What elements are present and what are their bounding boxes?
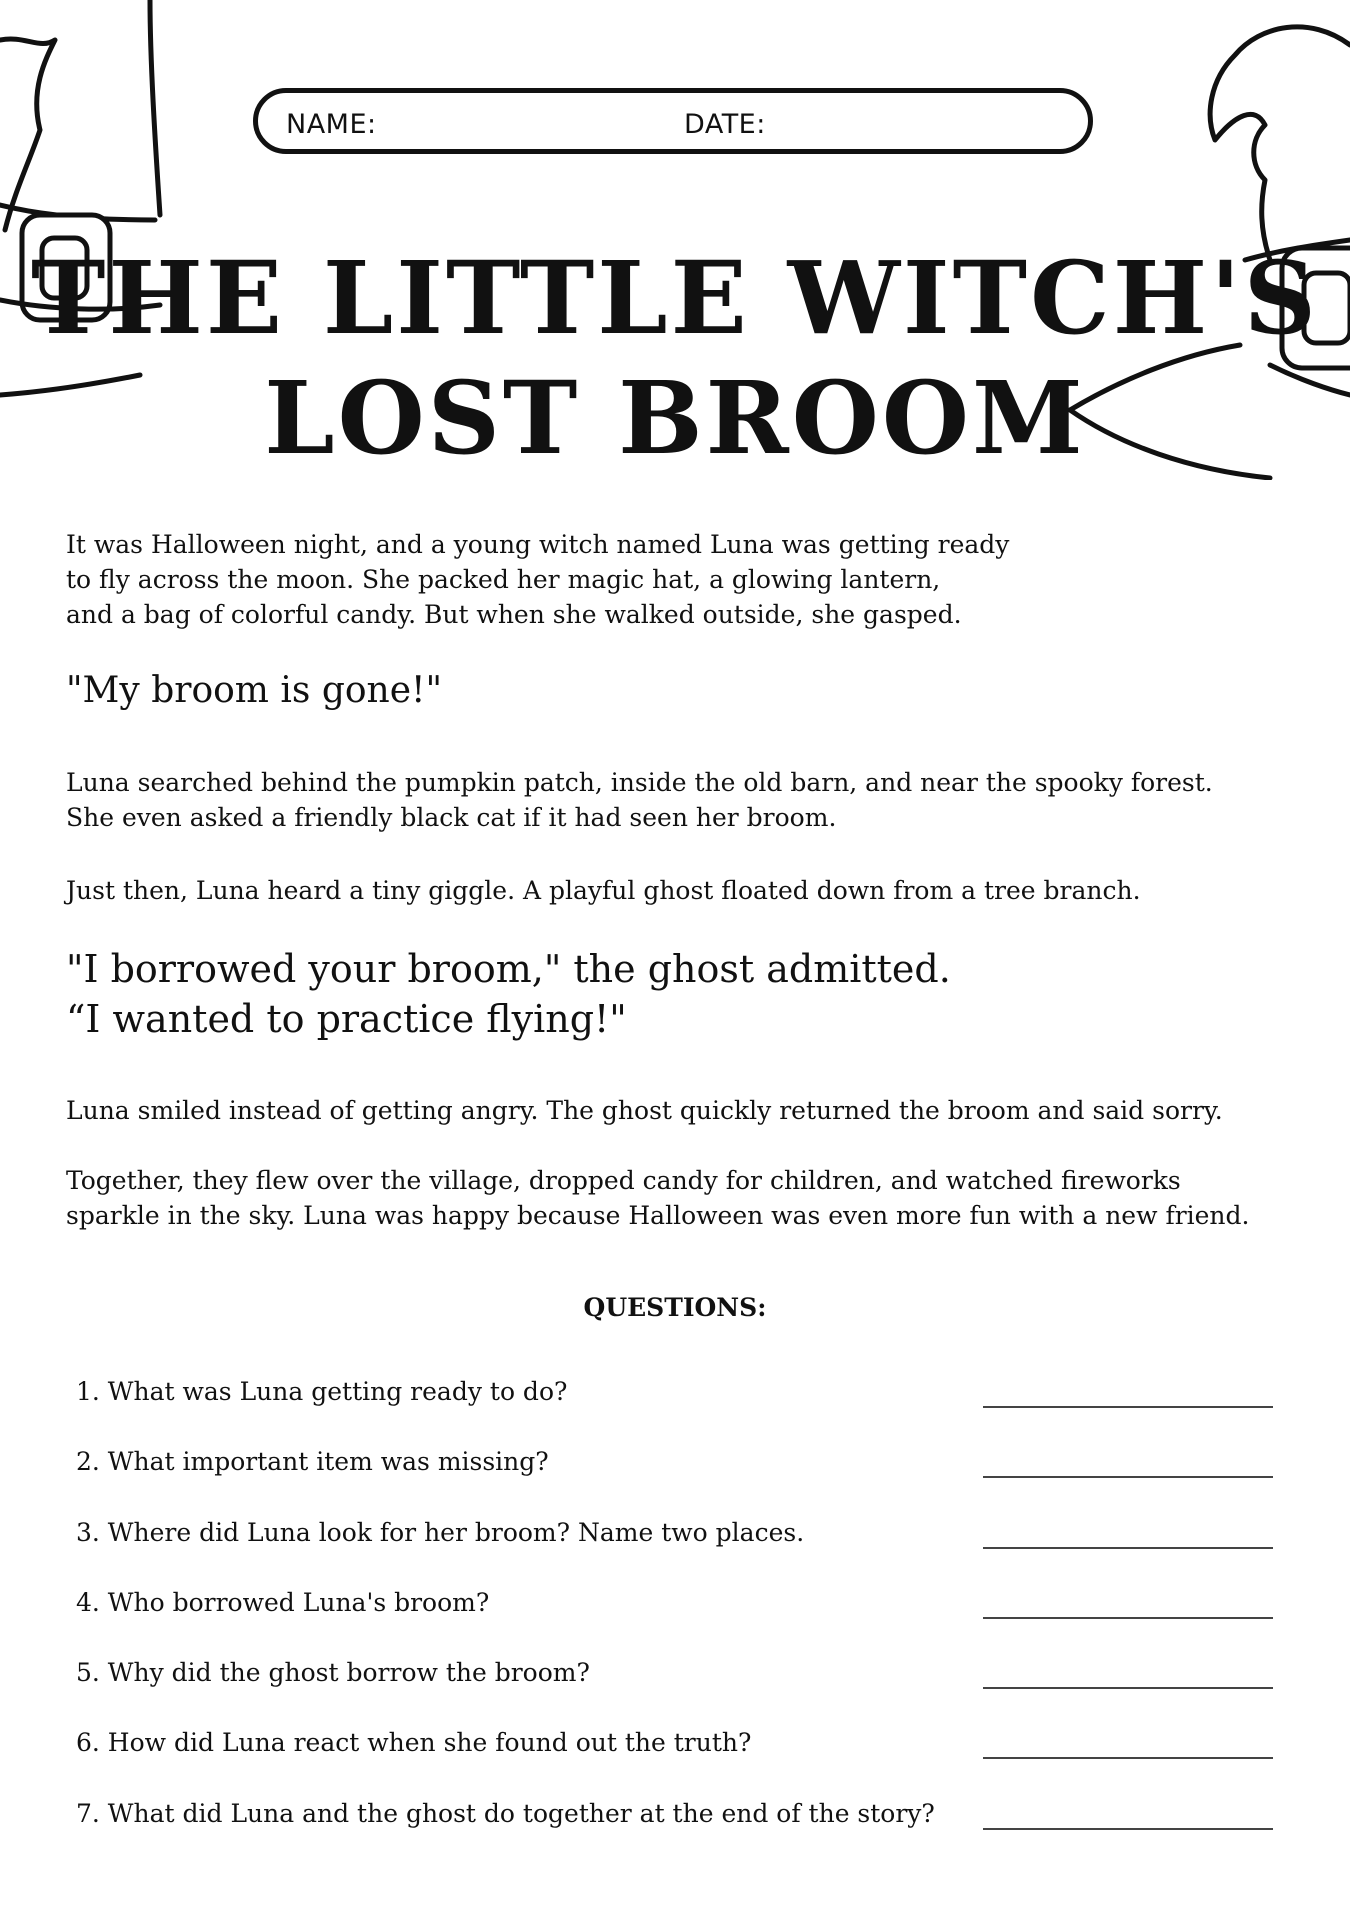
name-label: NAME:	[286, 109, 377, 140]
name-date-box	[253, 88, 1093, 154]
question-item	[76, 1375, 1276, 1445]
story-paragraph-1: It was Halloween night, and a young witch named Luna was getting ready to fly across the moon. She packed her magic hat, a glowing lantern, and a bag of colorful candy. But when she walked outside, she gasped.	[66, 530, 1010, 629]
question-text: 7. What did Luna and the ghost do together at the end of the story?	[76, 1798, 935, 1828]
story-paragraph-5: Together, they flew over the village, dropped candy for children, and watched fireworks sparkle in the sky. Luna was happy because Halloween was even more fun with a new friend.	[66, 1166, 1250, 1230]
story-quote-2: "I borrowed your broom," the ghost admitted. “I wanted to practice flying!"	[66, 947, 951, 1041]
question-text: 5. Why did the ghost borrow the broom?	[76, 1658, 590, 1688]
story-paragraph-2: Luna searched behind the pumpkin patch, inside the old barn, and near the spooky forest. She even asked a friendly black cat if it had seen her broom.	[66, 768, 1213, 832]
question-text: 6. How did Luna react when she found out the truth?	[76, 1728, 752, 1758]
answer-line	[983, 1476, 1273, 1478]
question-text: 2. What important item was missing?	[76, 1447, 549, 1477]
questions-heading: QUESTIONS:	[583, 1293, 767, 1322]
question-text: 4. Who borrowed Luna's broom?	[76, 1587, 490, 1617]
answer-line	[983, 1547, 1273, 1549]
answer-line	[983, 1757, 1273, 1759]
story-paragraph-3: Just then, Luna heard a tiny giggle. A playful ghost floated down from a tree branch.	[66, 876, 1141, 905]
questions-list	[76, 1375, 1276, 1867]
date-label: DATE:	[684, 109, 766, 140]
answer-line	[983, 1687, 1273, 1689]
question-item	[76, 1445, 1276, 1515]
question-item	[76, 1516, 1276, 1586]
story-paragraph-4: Luna smiled instead of getting angry. The ghost quickly returned the broom and said sorry.	[66, 1096, 1223, 1125]
answer-line	[983, 1828, 1273, 1830]
answer-line	[983, 1406, 1273, 1408]
worksheet-title: THE LITTLE WITCH'S LOST BROOM	[30, 239, 1320, 477]
question-item	[76, 1726, 1276, 1796]
question-item	[76, 1586, 1276, 1656]
question-item	[76, 1656, 1276, 1726]
question-item	[76, 1797, 1276, 1867]
story-quote-1: "My broom is gone!"	[66, 670, 443, 711]
question-text: 3. Where did Luna look for her broom? Name two places.	[76, 1517, 805, 1547]
answer-line	[983, 1617, 1273, 1619]
question-text: 1. What was Luna getting ready to do?	[76, 1377, 568, 1406]
